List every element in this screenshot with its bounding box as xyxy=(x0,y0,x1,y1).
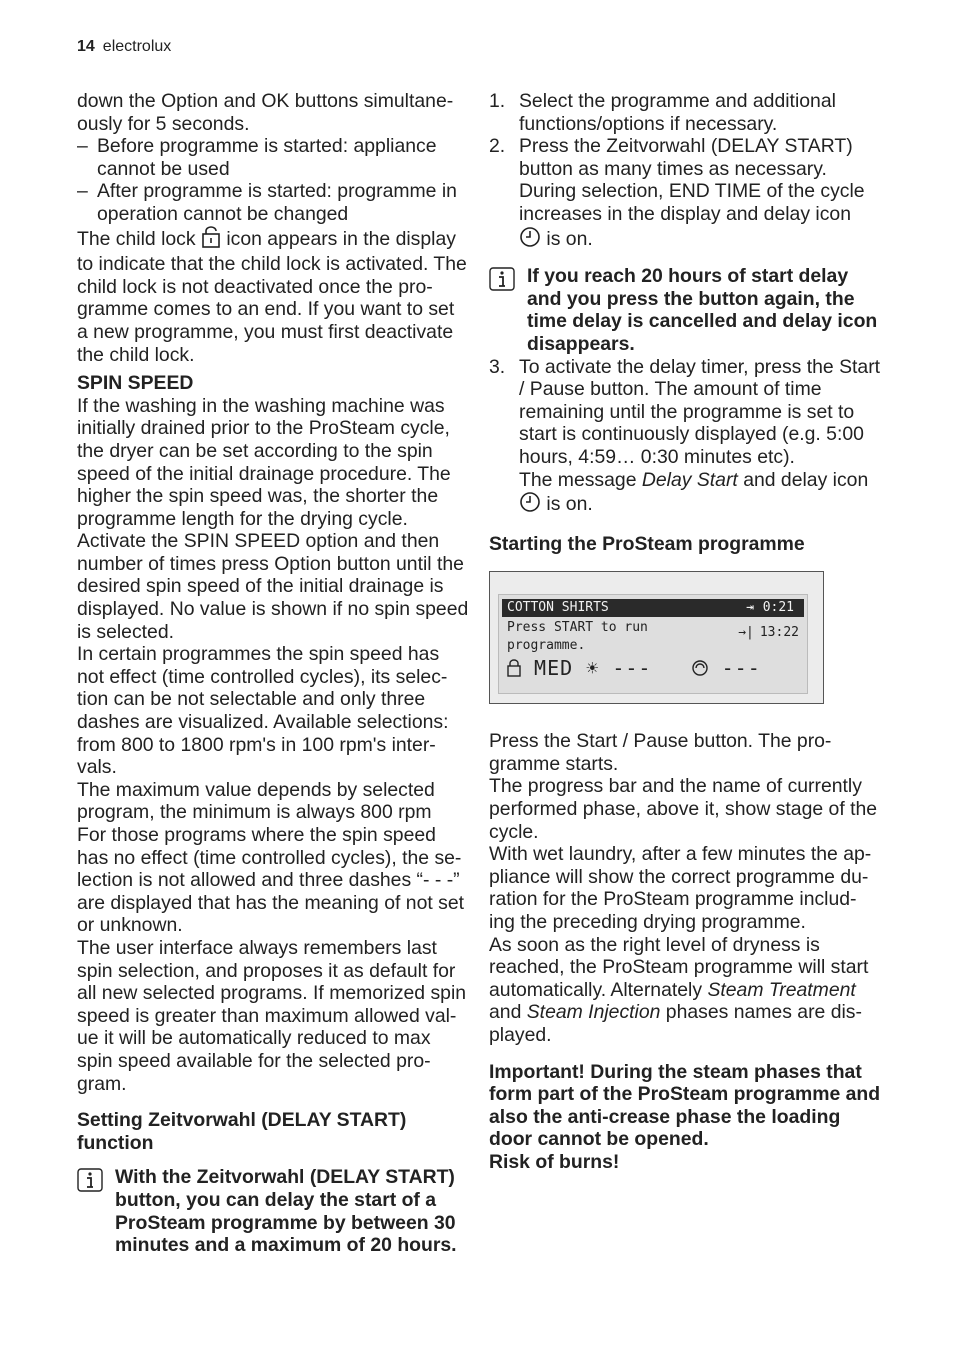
p4-steam-injection: Steam Injection xyxy=(526,1001,661,1024)
start-paragraph-3: With wet laundry, after a few minutes the ap-pliance will show the correct programme du-ration for the ProSteam programme includ-ing the preceding drying programme. xyxy=(489,843,872,934)
delay-start-note: With the Zeitvorwahl (DELAY START) button, you can delay the start of a ProSteam programme by between 30 minutes and a maximum of 20 hours. xyxy=(115,1166,457,1257)
lock-small-icon xyxy=(507,656,534,680)
end-time-icon: →| xyxy=(738,625,754,641)
lcd-status-row xyxy=(507,657,761,680)
list-item xyxy=(77,180,469,225)
start-paragraph-4 xyxy=(489,934,881,1047)
right-column xyxy=(489,90,881,1174)
spin-speed-heading: SPIN SPEED xyxy=(77,372,194,395)
message-pre: The message xyxy=(519,468,637,491)
p4-post: phases names are dis-played. xyxy=(489,1001,862,1046)
spin-paragraph-5: The user interface always remembers last spin selection, and proposes it as default for all new selected programs. If memorized spin speed is greater than maximum allowed val-ue it will be automatically reduced to max spin speed available for the selected pro-gram. xyxy=(77,936,467,1095)
start-paragraph-2: The progress bar and the name of currently performed phase, above it, show stage of the cycle. xyxy=(489,775,878,843)
delay-start-heading: Setting Zeitvorwahl (DELAY START) function xyxy=(77,1109,407,1154)
lcd-screen xyxy=(498,594,808,694)
child-lock-text-pre: The child lock xyxy=(77,227,196,250)
step-number: 1. xyxy=(489,90,506,112)
left-column xyxy=(77,90,469,1257)
twenty-hours-note: If you reach 20 hours of start delay and you press the button again, the time delay is cancelled and delay icon disappears. xyxy=(527,265,878,355)
dash-marker: – xyxy=(77,135,88,158)
bullet-text: After programme is started: programme in operation cannot be changed xyxy=(97,180,457,225)
list-item xyxy=(489,90,881,135)
step-text-wrap xyxy=(519,135,881,253)
lcd-line-1: Press START to run xyxy=(507,620,648,636)
sun-icon: ☀ xyxy=(586,656,600,681)
step-number: 2. xyxy=(489,135,506,158)
spin-paragraph-1: If the washing in the washing machine was initially drained prior to the ProSteam cycle, the dryer can be set according to the spin speed of the initial drainage procedure. The higher the spin speed was, the shorter the programme length for the drying cycle. Activate the SPIN SPEED option and then number of times press Option button until the desired spin speed of the initial drainage is displayed. No value is shown if no spin speed is selected. xyxy=(77,394,469,643)
lcd-line-2: programme. xyxy=(507,638,586,654)
info-icon xyxy=(77,1166,115,1256)
message-italic: Delay Start xyxy=(641,468,738,491)
intro-text: down the Option and OK buttons simultane-ously for 5 seconds. xyxy=(77,90,454,135)
child-lock-icon xyxy=(201,226,221,254)
info-note xyxy=(489,265,881,355)
spin-paragraph-3: The maximum value depends by selected program, the minimum is always 800 rpm xyxy=(77,778,435,824)
lcd-dashes-a: --- xyxy=(612,656,652,681)
p4-pre: As soon as the right level of dryness is reached, the ProSteam programme will start automatically. Alternately xyxy=(489,933,869,1001)
step-suffix: is on. xyxy=(546,493,593,516)
spin-paragraph-2: In certain programmes the spin speed has not effect (time controlled cycles), its selec-tion can be not selectable and only three dashes are visualized. Available selections: from 800 to 1800 rpm's in 100 rpm's inter-vals. xyxy=(77,643,449,779)
start-paragraph-1: Press the Start / Pause button. The pro-gramme starts. xyxy=(489,730,832,775)
child-lock-text-post: icon appears in the display to indicate that the child lock is activated. The child lock is not deactivated once the pro-gramme comes to an end. If you want to set a new programme, you must first deactivate the child lock. xyxy=(77,227,467,366)
dash-marker: – xyxy=(77,180,88,203)
step-text: Select the programme and additional functions/options if necessary. xyxy=(519,90,836,135)
lcd-title-bar xyxy=(502,599,804,617)
child-lock-text xyxy=(77,226,469,367)
lcd-dashes-b: --- xyxy=(721,656,761,681)
bullet-text: Before programme is started: appliance cannot be used xyxy=(97,135,437,180)
lcd-end-time-group xyxy=(738,622,799,645)
brand-name: electrolux xyxy=(102,38,172,55)
info-icon xyxy=(489,265,527,355)
list-item xyxy=(489,356,881,519)
clock-icon xyxy=(519,491,541,519)
starting-heading: Starting the ProSteam programme xyxy=(489,532,805,555)
list-item xyxy=(77,135,469,180)
clock-icon xyxy=(519,226,541,254)
important-warning: Important! During the steam phases that form part of the ProSteam programme and also the anti-crease phase the loading door cannot be opened. xyxy=(489,1060,881,1151)
step-number: 3. xyxy=(489,355,506,378)
info-note xyxy=(77,1166,469,1256)
spin-icon xyxy=(691,656,722,680)
page-number: 14 xyxy=(77,38,95,55)
step-text: Press the Zeitvorwahl (DELAY START) button as many times as necessary. During selection, END TIME of the cycle increases in the display and delay icon xyxy=(519,135,865,225)
step-text-wrap xyxy=(519,356,881,519)
lcd-programme-name: COTTON SHIRTS xyxy=(507,600,609,616)
spin-paragraph-4: For those programs where the spin speed has no effect (time controlled cycles), the se-lection is not allowed and three dashes “- - -” are displayed that has the meaning of not set or unknown. xyxy=(77,824,464,937)
step-text: To activate the delay timer, press the Start / Pause button. The amount of time remaining until the programme is set to start is continuously displayed (e.g. 5:00 hours, 4:59… 0:30 minutes etc). xyxy=(519,355,881,468)
p4-steam-treatment: Steam Treatment xyxy=(707,978,856,1001)
list-item xyxy=(489,135,881,253)
lcd-time-remaining: 0:21 xyxy=(762,600,794,616)
message-post: and delay icon xyxy=(743,468,869,491)
p4-mid: and xyxy=(489,1001,522,1024)
step-suffix: is on. xyxy=(546,227,593,250)
lcd-dryness: MED xyxy=(534,656,574,681)
risk-warning: Risk of burns! xyxy=(489,1150,620,1173)
page-header xyxy=(77,38,171,56)
lcd-end-time: 13:22 xyxy=(759,625,799,641)
time-remaining-icon: ⇥ xyxy=(746,600,754,616)
display-illustration xyxy=(489,571,824,704)
